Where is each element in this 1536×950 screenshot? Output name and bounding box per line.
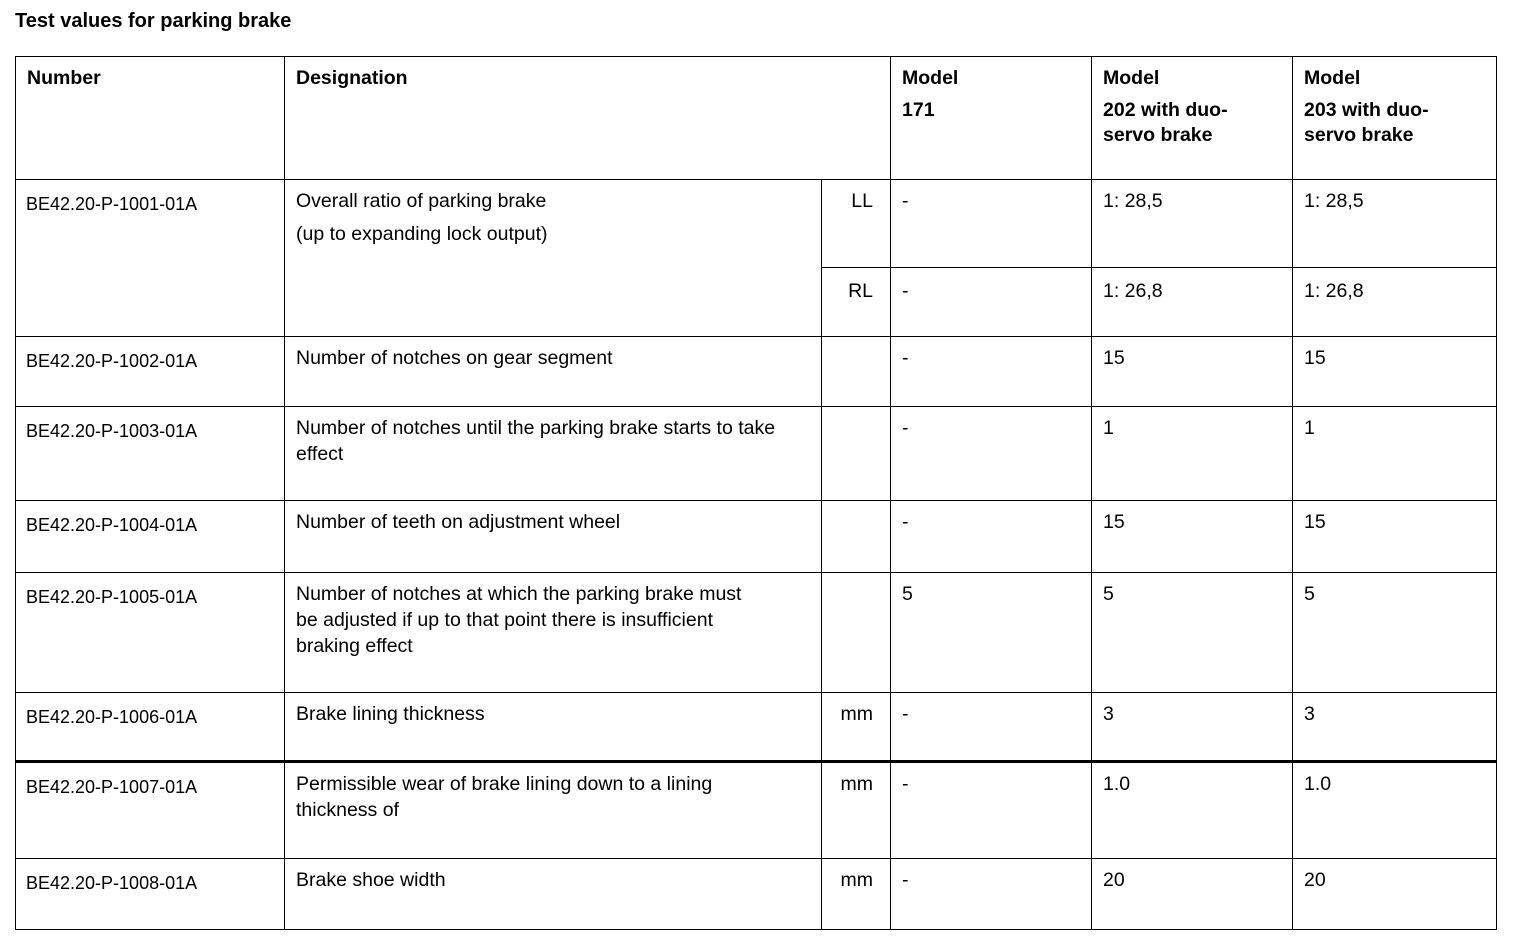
page-title: Test values for parking brake bbox=[15, 10, 292, 32]
cell-designation: Permissible wear of brake lining down to a lining thickness of bbox=[285, 762, 822, 859]
cell-unit bbox=[822, 407, 891, 501]
cell-model-171: - bbox=[891, 407, 1092, 501]
cell-model-203: 1: 26,8 bbox=[1293, 268, 1497, 337]
cell-model-202: 15 bbox=[1092, 501, 1293, 573]
cell-model-203: 15 bbox=[1293, 337, 1497, 407]
cell-designation: Number of notches at which the parking brake must be adjusted if up to that point there is insufficient braking effect bbox=[285, 573, 822, 693]
table-row bbox=[16, 573, 1497, 693]
cell-model-203: 1: 28,5 bbox=[1293, 180, 1497, 268]
table-row bbox=[16, 762, 1497, 859]
cell-unit: mm bbox=[822, 859, 891, 930]
table-row bbox=[16, 180, 1497, 268]
cell-number: BE42.20-P-1007-01A bbox=[16, 762, 285, 859]
test-values-table bbox=[15, 56, 1497, 930]
cell-number: BE42.20-P-1006-01A bbox=[16, 693, 285, 762]
cell-unit bbox=[822, 337, 891, 407]
cell-unit: mm bbox=[822, 762, 891, 859]
table-row bbox=[16, 501, 1497, 573]
cell-model-202: 1: 28,5 bbox=[1092, 180, 1293, 268]
cell-model-203: 1.0 bbox=[1293, 762, 1497, 859]
cell-unit bbox=[822, 501, 891, 573]
table-row bbox=[16, 337, 1497, 407]
cell-number: BE42.20-P-1008-01A bbox=[16, 859, 285, 930]
table-header-row bbox=[16, 57, 1497, 180]
cell-model-203: 20 bbox=[1293, 859, 1497, 930]
cell-model-202: 1.0 bbox=[1092, 762, 1293, 859]
cell-model-203: 3 bbox=[1293, 693, 1497, 762]
cell-number: BE42.20-P-1002-01A bbox=[16, 337, 285, 407]
cell-number: BE42.20-P-1001-01A bbox=[16, 180, 285, 337]
header-model-202: Model 202 with duo-servo brake bbox=[1092, 57, 1293, 180]
cell-designation: Brake lining thickness bbox=[285, 693, 822, 762]
table-row bbox=[16, 859, 1497, 930]
cell-model-203: 5 bbox=[1293, 573, 1497, 693]
cell-model-203: 15 bbox=[1293, 501, 1497, 573]
table-row bbox=[16, 693, 1497, 762]
table-row bbox=[16, 407, 1497, 501]
cell-model-171: - bbox=[891, 501, 1092, 573]
cell-model-171: - bbox=[891, 268, 1092, 337]
cell-number: BE42.20-P-1003-01A bbox=[16, 407, 285, 501]
cell-designation: Overall ratio of parking brake (up to expanding lock output) bbox=[285, 180, 822, 337]
cell-model-202: 15 bbox=[1092, 337, 1293, 407]
cell-model-171: - bbox=[891, 762, 1092, 859]
cell-designation: Number of notches on gear segment bbox=[285, 337, 822, 407]
header-model-171: Model 171 bbox=[891, 57, 1092, 180]
header-number: Number bbox=[16, 57, 285, 180]
cell-number: BE42.20-P-1005-01A bbox=[16, 573, 285, 693]
cell-model-202: 3 bbox=[1092, 693, 1293, 762]
cell-model-202: 20 bbox=[1092, 859, 1293, 930]
cell-designation: Brake shoe width bbox=[285, 859, 822, 930]
cell-model-202: 1: 26,8 bbox=[1092, 268, 1293, 337]
cell-model-203: 1 bbox=[1293, 407, 1497, 501]
cell-unit: mm bbox=[822, 693, 891, 762]
cell-unit: RL bbox=[822, 268, 891, 337]
cell-model-202: 5 bbox=[1092, 573, 1293, 693]
cell-model-171: - bbox=[891, 693, 1092, 762]
cell-designation: Number of teeth on adjustment wheel bbox=[285, 501, 822, 573]
cell-model-202: 1 bbox=[1092, 407, 1293, 501]
cell-model-171: - bbox=[891, 859, 1092, 930]
cell-model-171: - bbox=[891, 337, 1092, 407]
cell-designation: Number of notches until the parking brake starts to take effect bbox=[285, 407, 822, 501]
cell-unit bbox=[822, 573, 891, 693]
cell-model-171: 5 bbox=[891, 573, 1092, 693]
header-designation: Designation bbox=[285, 57, 891, 180]
cell-number: BE42.20-P-1004-01A bbox=[16, 501, 285, 573]
header-model-203: Model 203 with duo-servo brake bbox=[1293, 57, 1497, 180]
cell-model-171: - bbox=[891, 180, 1092, 268]
cell-unit: LL bbox=[822, 180, 891, 268]
